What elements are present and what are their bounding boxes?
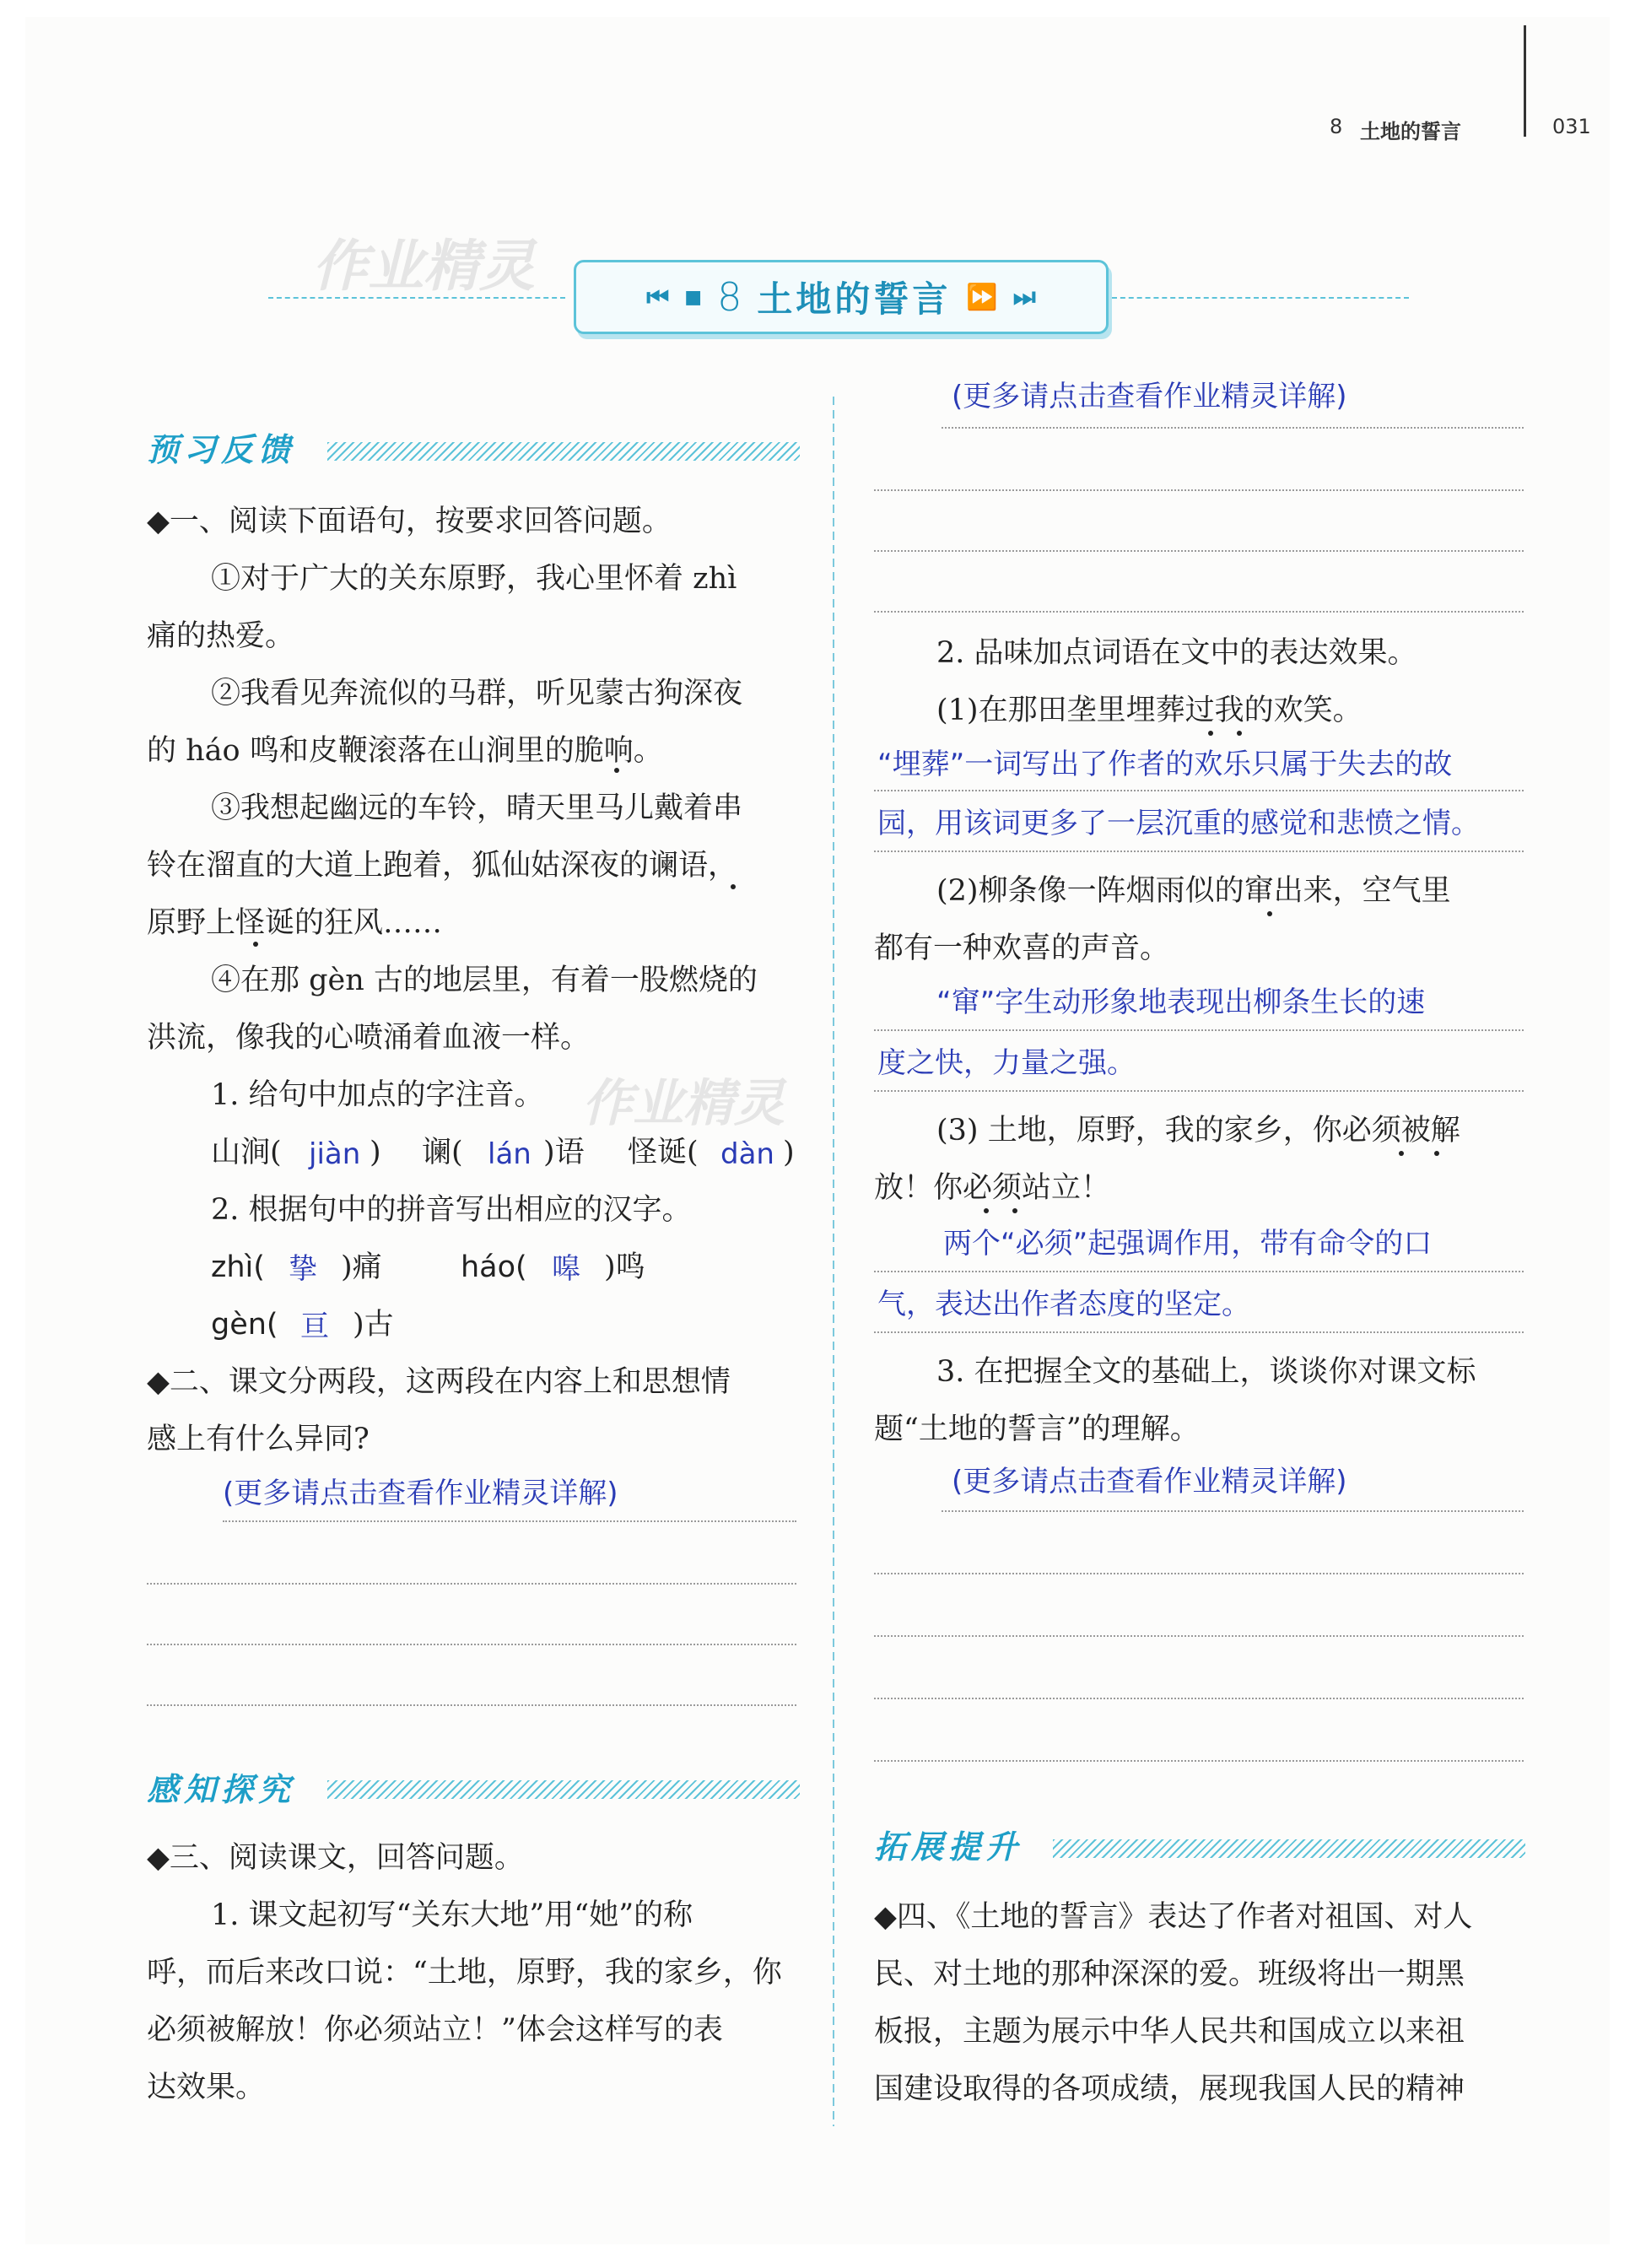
paren: )语 <box>543 1136 585 1169</box>
paren: )古 <box>353 1308 394 1342</box>
q3-2-3-a: (3) 土地，原野，我的家乡，你必须被解 <box>936 1114 1460 1148</box>
section-title-explore: 感知探究 <box>147 1771 296 1808</box>
q1-intro: ◆一、阅读下面语句，按要求回答问题。 <box>147 505 672 538</box>
answer-line <box>942 427 1524 429</box>
q3-2-2-b: 都有一种欢喜的声音。 <box>874 932 1170 965</box>
header-page-number: 031 <box>1552 115 1591 138</box>
section-stripe <box>327 1780 800 1799</box>
sentence-1a: ①对于广大的关东原野，我心里怀着 zhì <box>211 562 737 596</box>
pinyin-hao: háo( <box>461 1250 527 1284</box>
answer-2b: 度之快，力量之强。 <box>877 1046 1136 1080</box>
answer-lan: lán <box>488 1137 532 1171</box>
watermark-top: 作业精灵 <box>312 234 535 299</box>
answer-line <box>874 1760 1524 1762</box>
section-stripe <box>327 442 800 461</box>
emphasis-dot <box>1399 1151 1404 1156</box>
answer-line <box>147 1583 796 1585</box>
paren: ) <box>370 1136 381 1169</box>
q2-line-b: 感上有什么异同? <box>147 1423 370 1456</box>
q2-answer-link[interactable]: (更多请点击查看作业精灵详解) <box>223 1477 618 1510</box>
answer-line <box>874 1090 1524 1092</box>
paren: )鸣 <box>604 1250 645 1284</box>
word-lanyu: 谰( <box>422 1136 463 1169</box>
watermark-middle: 作业精灵 <box>582 1074 785 1133</box>
square-icon: ■ <box>684 286 703 308</box>
answer-line <box>147 1644 796 1645</box>
q3-2: 2. 品味加点词语在文中的表达效果。 <box>936 636 1417 670</box>
q4-d: 国建设取得的各项成绩，展现我国人民的精神 <box>874 2072 1465 2106</box>
answer-jian: jiàn <box>309 1137 361 1171</box>
q3-1-c: 必须被解放！你必须站立！”体会这样写的表 <box>147 2013 723 2047</box>
sentence-2b: 的 háo 鸣和皮鞭滚落在山涧里的脆响。 <box>147 734 663 768</box>
header-chapter-title: 土地的誓言 <box>1360 120 1461 143</box>
title-text: 土地的誓言 <box>757 278 952 320</box>
answer-line <box>942 1510 1524 1512</box>
q3-2-1: (1)在那田垄里埋葬过我的欢笑。 <box>936 694 1362 727</box>
sentence-1b: 痛的热爱。 <box>147 619 295 653</box>
q3-2-2-a: (2)柳条像一阵烟雨似的窜出来，空气里 <box>936 874 1451 908</box>
q4-a: ◆四、《土地的誓言》表达了作者对祖国、对人 <box>874 1900 1473 1934</box>
sentence-4b: 洪流，像我的心喷涌着血液一样。 <box>147 1021 591 1055</box>
emphasis-dot <box>1012 1208 1017 1213</box>
pinyin-gen: gèn( <box>211 1308 278 1342</box>
answer-1a: “埋葬”一词写出了作者的欢乐只属于失去的故 <box>877 748 1453 781</box>
title-banner <box>574 260 1109 334</box>
q1-sub2: 2. 根据句中的拼音写出相应的汉字。 <box>211 1193 692 1227</box>
word-guaidan: 怪诞( <box>628 1136 699 1169</box>
q3-1-d: 达效果。 <box>147 2071 266 2104</box>
answer-line <box>874 1635 1524 1637</box>
column-divider <box>833 397 834 2126</box>
emphasis-dot <box>1434 1151 1439 1156</box>
answer-line <box>874 850 1524 852</box>
title-line-right <box>1112 297 1409 299</box>
q3-1-b: 呼，而后来改口说：“土地，原野，我的家乡，你 <box>147 1956 782 1990</box>
emphasis-dot <box>1208 731 1213 736</box>
answer-3a: 两个“必须”起强调作用，带有命令的口 <box>943 1227 1433 1261</box>
answer-line <box>874 790 1524 791</box>
q3-3-a: 3. 在把握全文的基础上，谈谈你对课文标 <box>936 1355 1476 1389</box>
emphasis-dot <box>253 942 258 947</box>
emphasis-dot <box>984 1208 989 1213</box>
emphasis-dot <box>1237 731 1242 736</box>
q4-b: 民、对土地的那种深深的爱。班级将出一期黑 <box>874 1958 1465 1991</box>
answer-line <box>874 1029 1524 1031</box>
fast-forward-icon: ⏩ <box>966 282 998 312</box>
q2-line-a: ◆二、课文分两段，这两段在内容上和思想情 <box>147 1365 731 1399</box>
section-title-preview: 预习反馈 <box>147 431 296 468</box>
sentence-3a: ③我想起幽远的车铃，晴天里马儿戴着串 <box>211 791 743 825</box>
paren: )痛 <box>341 1250 382 1284</box>
sentence-3c: 原野上怪诞的狂风…… <box>147 906 443 940</box>
answer-line <box>874 1331 1524 1333</box>
top-answer-link[interactable]: (更多请点击查看作业精灵详解) <box>952 380 1347 413</box>
sentence-3b: 铃在溜直的大道上跑着，狐仙姑深夜的谰语， <box>147 849 738 883</box>
q3-1-a: 1. 课文起初写“关东大地”用“她”的称 <box>211 1898 693 1932</box>
q3-intro: ◆三、阅读课文，回答问题。 <box>147 1841 524 1875</box>
title-number: 8 <box>717 274 742 320</box>
q3-2-3-b: 放！你必须站立！ <box>874 1171 1111 1205</box>
answer-line <box>874 1698 1524 1699</box>
answer-line <box>874 489 1524 491</box>
section-stripe <box>1053 1839 1525 1858</box>
title-line-left <box>268 297 565 299</box>
q3-3-b: 题“土地的誓言”的理解。 <box>874 1412 1200 1446</box>
answer-gen: 亘 <box>300 1310 329 1343</box>
emphasis-dot <box>1267 911 1272 916</box>
word-shanjian: 山涧( <box>211 1136 282 1169</box>
answer-3b: 气，表达出作者态度的坚定。 <box>877 1288 1250 1321</box>
paren: ) <box>783 1136 795 1169</box>
answer-line <box>874 1573 1524 1574</box>
answer-line <box>874 1271 1524 1272</box>
answer-2a: “窜”字生动形象地表现出柳条生长的速 <box>936 986 1426 1019</box>
header-divider <box>1524 25 1526 137</box>
emphasis-dot <box>731 884 736 889</box>
emphasis-dot <box>614 768 619 773</box>
skip-back-icon: ⏮ <box>646 282 670 312</box>
answer-line <box>223 1520 796 1522</box>
q4-c: 板报，主题为展示中华人民共和国成立以来祖 <box>874 2015 1465 2049</box>
sentence-2a: ②我看见奔流似的马群，听见蒙古狗深夜 <box>211 677 743 710</box>
header-chapter-number: 8 <box>1330 115 1343 138</box>
pinyin-zhi: zhì( <box>211 1250 265 1284</box>
answer-hao: 嗥 <box>552 1252 580 1286</box>
skip-forward-icon: ⏭ <box>1012 282 1036 312</box>
answer-dan: dàn <box>720 1137 774 1171</box>
q3-3-answer-link[interactable]: (更多请点击查看作业精灵详解) <box>952 1465 1347 1498</box>
sentence-4a: ④在那 gèn 古的地层里，有着一股燃烧的 <box>211 964 758 997</box>
answer-zhi: 挚 <box>289 1252 317 1286</box>
q1-sub1: 1. 给句中加点的字注音。 <box>211 1078 544 1112</box>
answer-1b: 园，用该词更多了一层沉重的感觉和悲愤之情。 <box>877 807 1480 840</box>
answer-line <box>874 550 1524 552</box>
answer-line <box>147 1704 796 1706</box>
section-title-extension: 拓展提升 <box>874 1828 1023 1866</box>
answer-line <box>874 611 1524 613</box>
